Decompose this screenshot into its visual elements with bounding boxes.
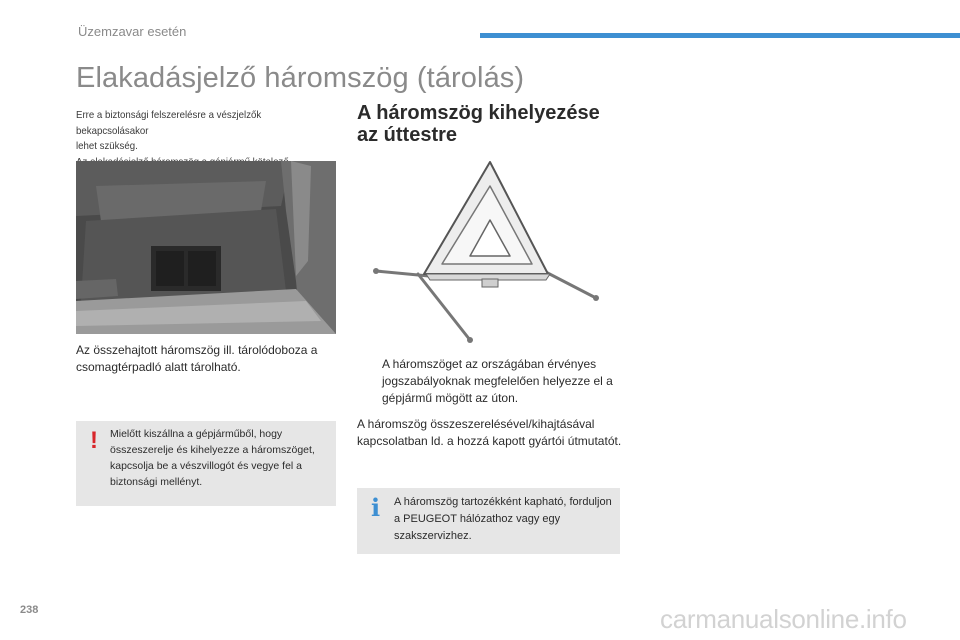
info-text: A háromszög tartozékként kapható, forduljon a PEUGEOT hálózathoz vagy egy szakszervizhez. xyxy=(394,496,612,542)
section-header: Üzemzavar esetén xyxy=(78,24,187,39)
warning-triangle-icon xyxy=(370,156,602,346)
section-heading: A háromszög kihelyezése az úttestre xyxy=(357,102,600,146)
step-text: A háromszöget az országában érvényes jogszabályoknak megfelelően helyezze el a gépjármű mögött az úton. xyxy=(382,357,613,405)
photo-caption: Az összehajtott háromszög ill. tárolódoboza a csomagtérpadló alatt tárolható. xyxy=(76,343,318,374)
info-icon: i xyxy=(371,493,381,522)
intro-line-2: lehet szükség. xyxy=(76,140,138,152)
trunk-floor-photo xyxy=(76,161,336,334)
warning-text: Mielőtt kiszállna a gépjárműből, hogy összeszerelje és kihelyezze a háromszöget, kapcsolja be a vészvillogót és vegye fel a biztonsági mellényt. xyxy=(110,428,315,488)
warning-triangle-illustration xyxy=(370,156,602,346)
warning-icon: ! xyxy=(90,427,98,454)
header-rule xyxy=(480,33,960,38)
intro-line-1: Erre a biztonsági felszerelésre a vészjelzők bekapcsolásakor xyxy=(76,109,262,137)
page-title: Elakadásjelző háromszög (tárolás) xyxy=(76,62,525,94)
info-box xyxy=(357,488,620,554)
trunk-illustration xyxy=(76,161,336,334)
page-number: 238 xyxy=(20,604,39,616)
assembly-note: A háromszög összeszerelésével/kihajtásával kapcsolatban ld. a hozzá kapott gyártói útmutatót. xyxy=(357,417,622,448)
watermark: carmanualsonline.info xyxy=(660,604,907,634)
step-item xyxy=(362,356,624,407)
warning-box xyxy=(76,421,336,506)
